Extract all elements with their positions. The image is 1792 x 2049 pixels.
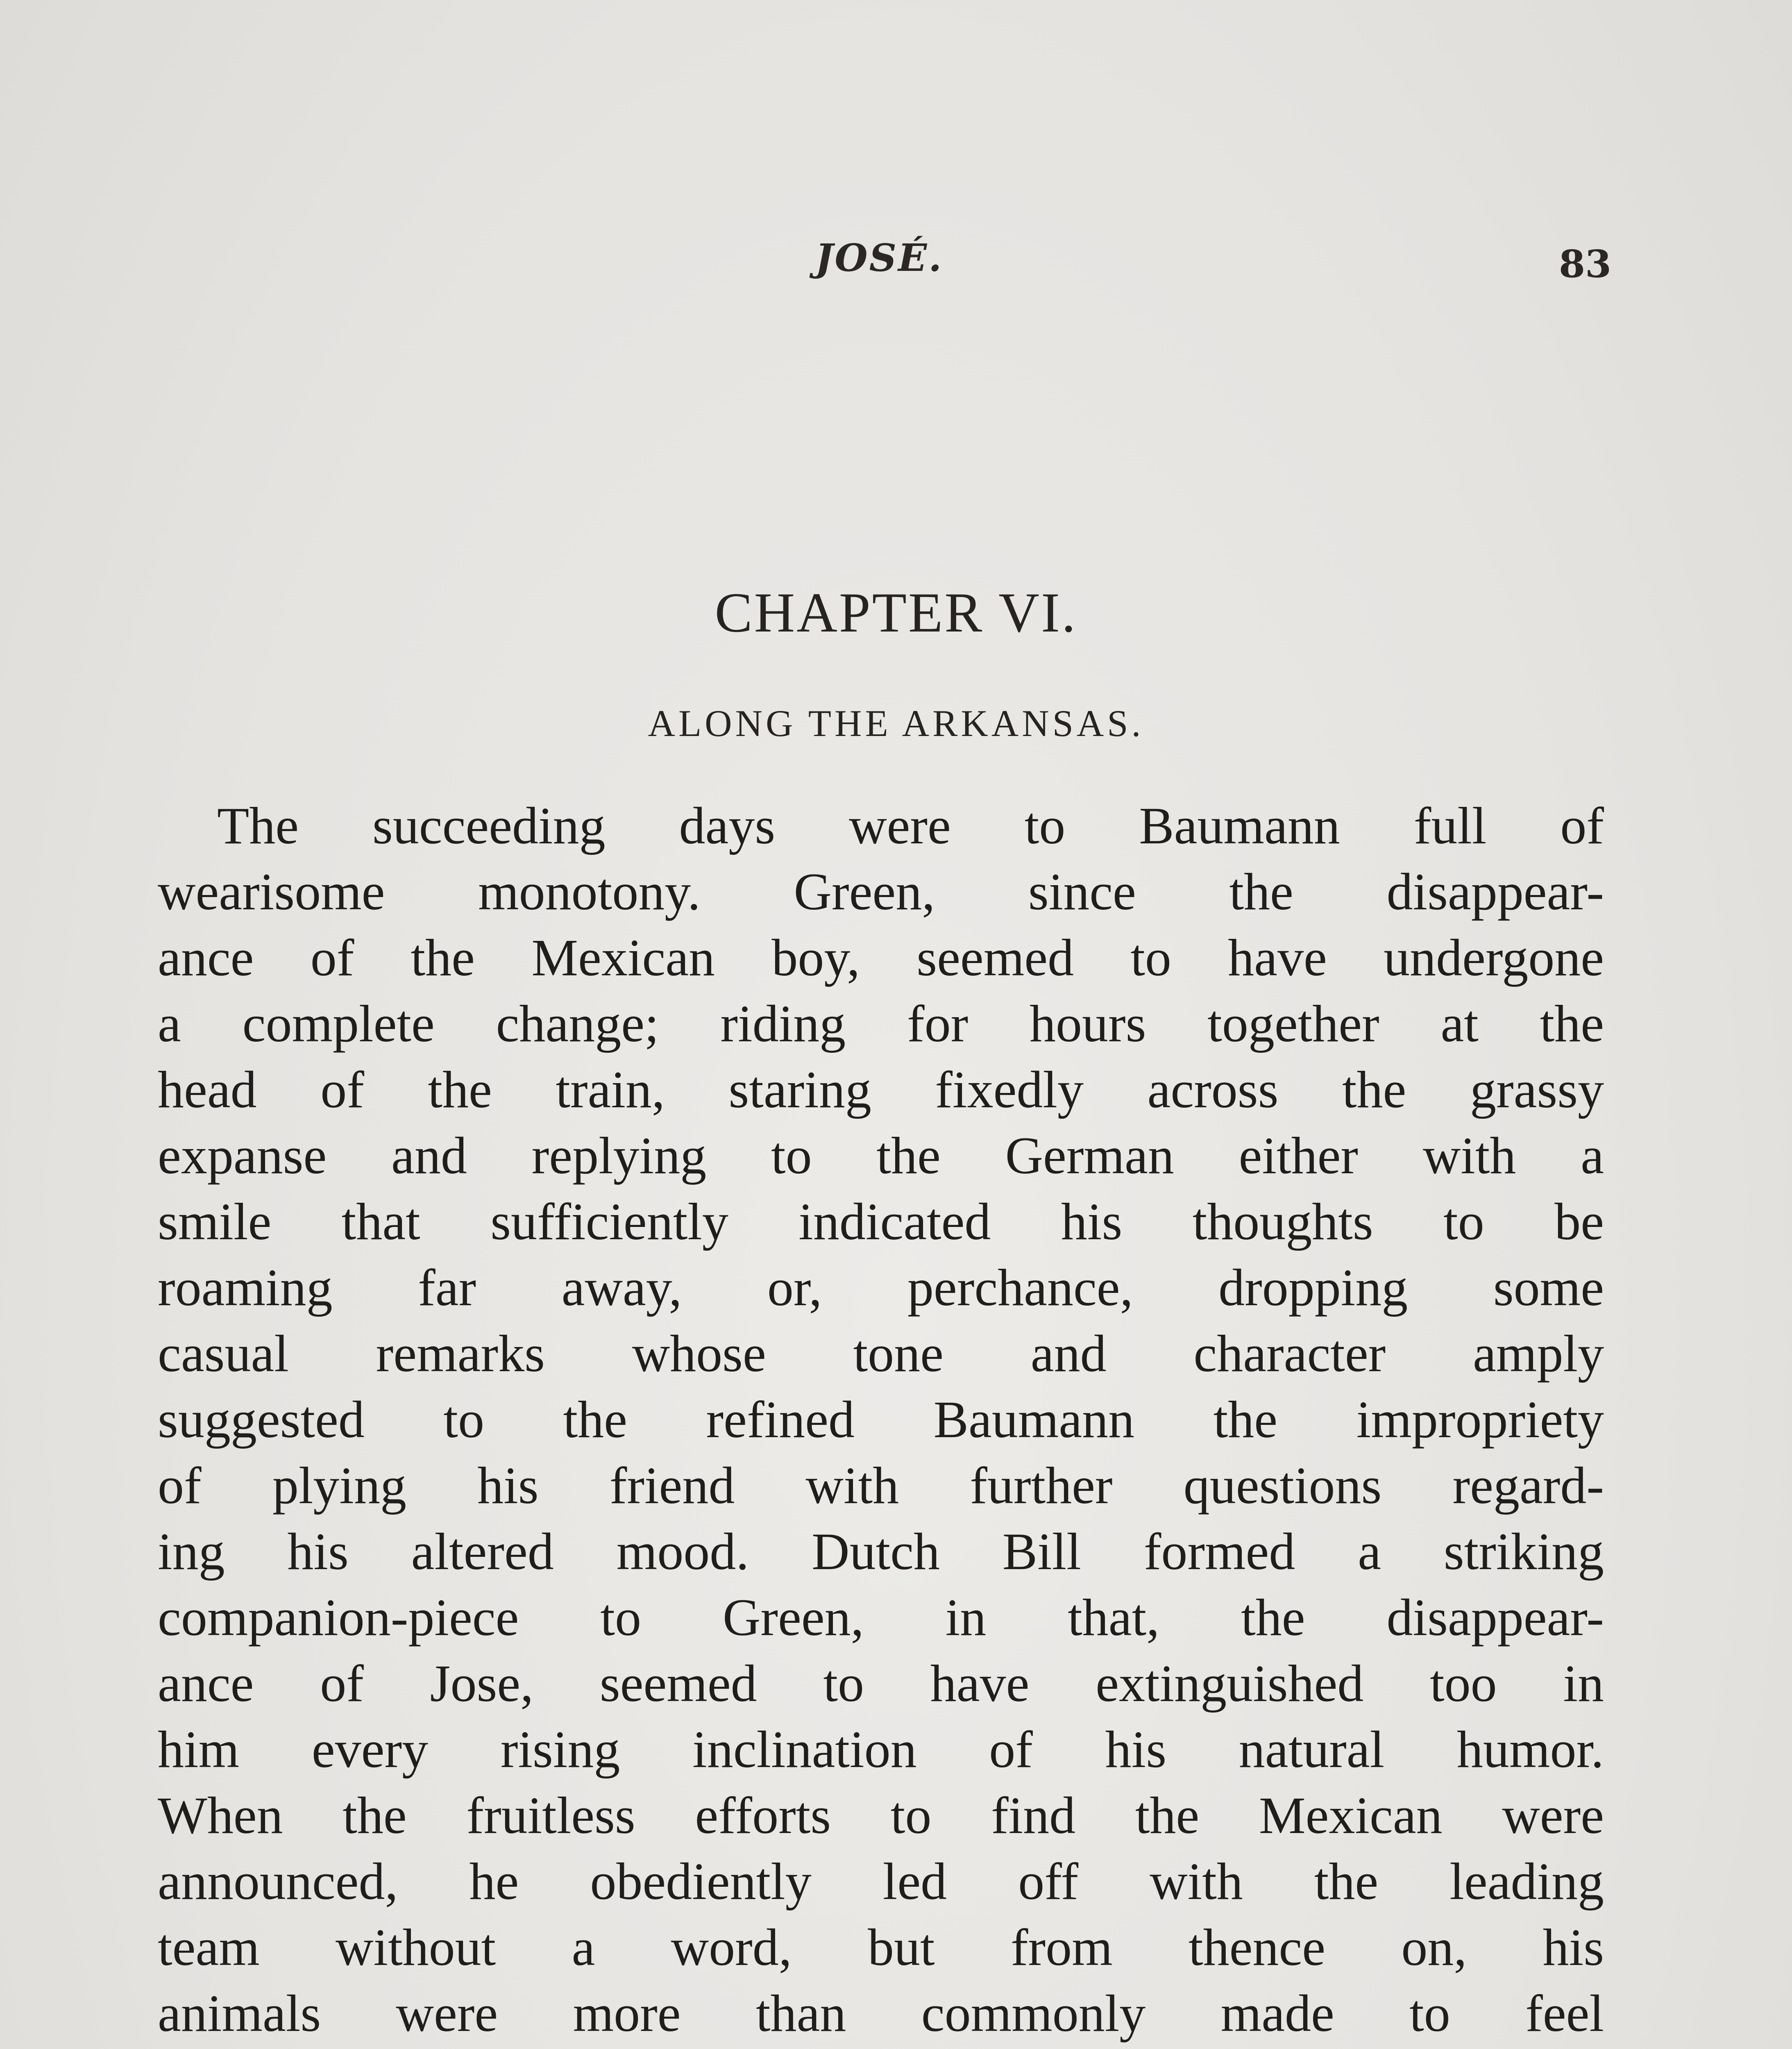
text-line: ing his altered mood. Dutch Bill formed a striking: [158, 1522, 1604, 1581]
chapter-subtitle: ALONG THE ARKANSAS.: [648, 702, 1144, 744]
text-line: The succeeding days were to Baumann full of: [217, 797, 1604, 855]
text-line: casual remarks whose tone and character amply: [158, 1324, 1604, 1383]
text-line: of plying his friend with further questions regard-: [158, 1456, 1604, 1515]
text-line: animals were more than commonly made to feel: [158, 1984, 1604, 2042]
text-line: When the fruitless efforts to find the Mexican were: [158, 1786, 1604, 1845]
text-line: roaming far away, or, perchance, dropping some: [158, 1258, 1604, 1317]
chapter-title: CHAPTER VI.: [715, 581, 1077, 644]
text-line: suggested to the refined Baumann the impropriety: [158, 1390, 1604, 1449]
text-line: ance of Jose, seemed to have extinguished too in: [158, 1654, 1604, 1713]
text-line: expanse and replying to the German either with a: [158, 1127, 1604, 1185]
running-title: JOSÉ.: [815, 236, 944, 280]
body-paragraph: [158, 793, 1604, 2049]
page-number: 83: [1559, 242, 1612, 286]
text-line: companion-piece to Green, in that, the disappear-: [158, 1588, 1604, 1647]
text-line: ance of the Mexican boy, seemed to have undergone: [158, 929, 1604, 987]
text-line: [158, 2047, 1604, 2049]
text-line: a complete change; riding for hours together at the: [158, 995, 1604, 1053]
text-line: smile that sufficiently indicated his thoughts to be: [158, 1193, 1604, 1251]
text-line: announced, he obediently led off with the leading: [158, 1852, 1604, 1910]
text-line: wearisome monotony. Green, since the disappear-: [158, 863, 1604, 921]
text-line: team without a word, but from thence on, his: [158, 1918, 1604, 1976]
text-line: head of the train, staring fixedly across the grassy: [158, 1061, 1604, 1119]
text-line: him every rising inclination of his natural humor.: [158, 1720, 1604, 1779]
